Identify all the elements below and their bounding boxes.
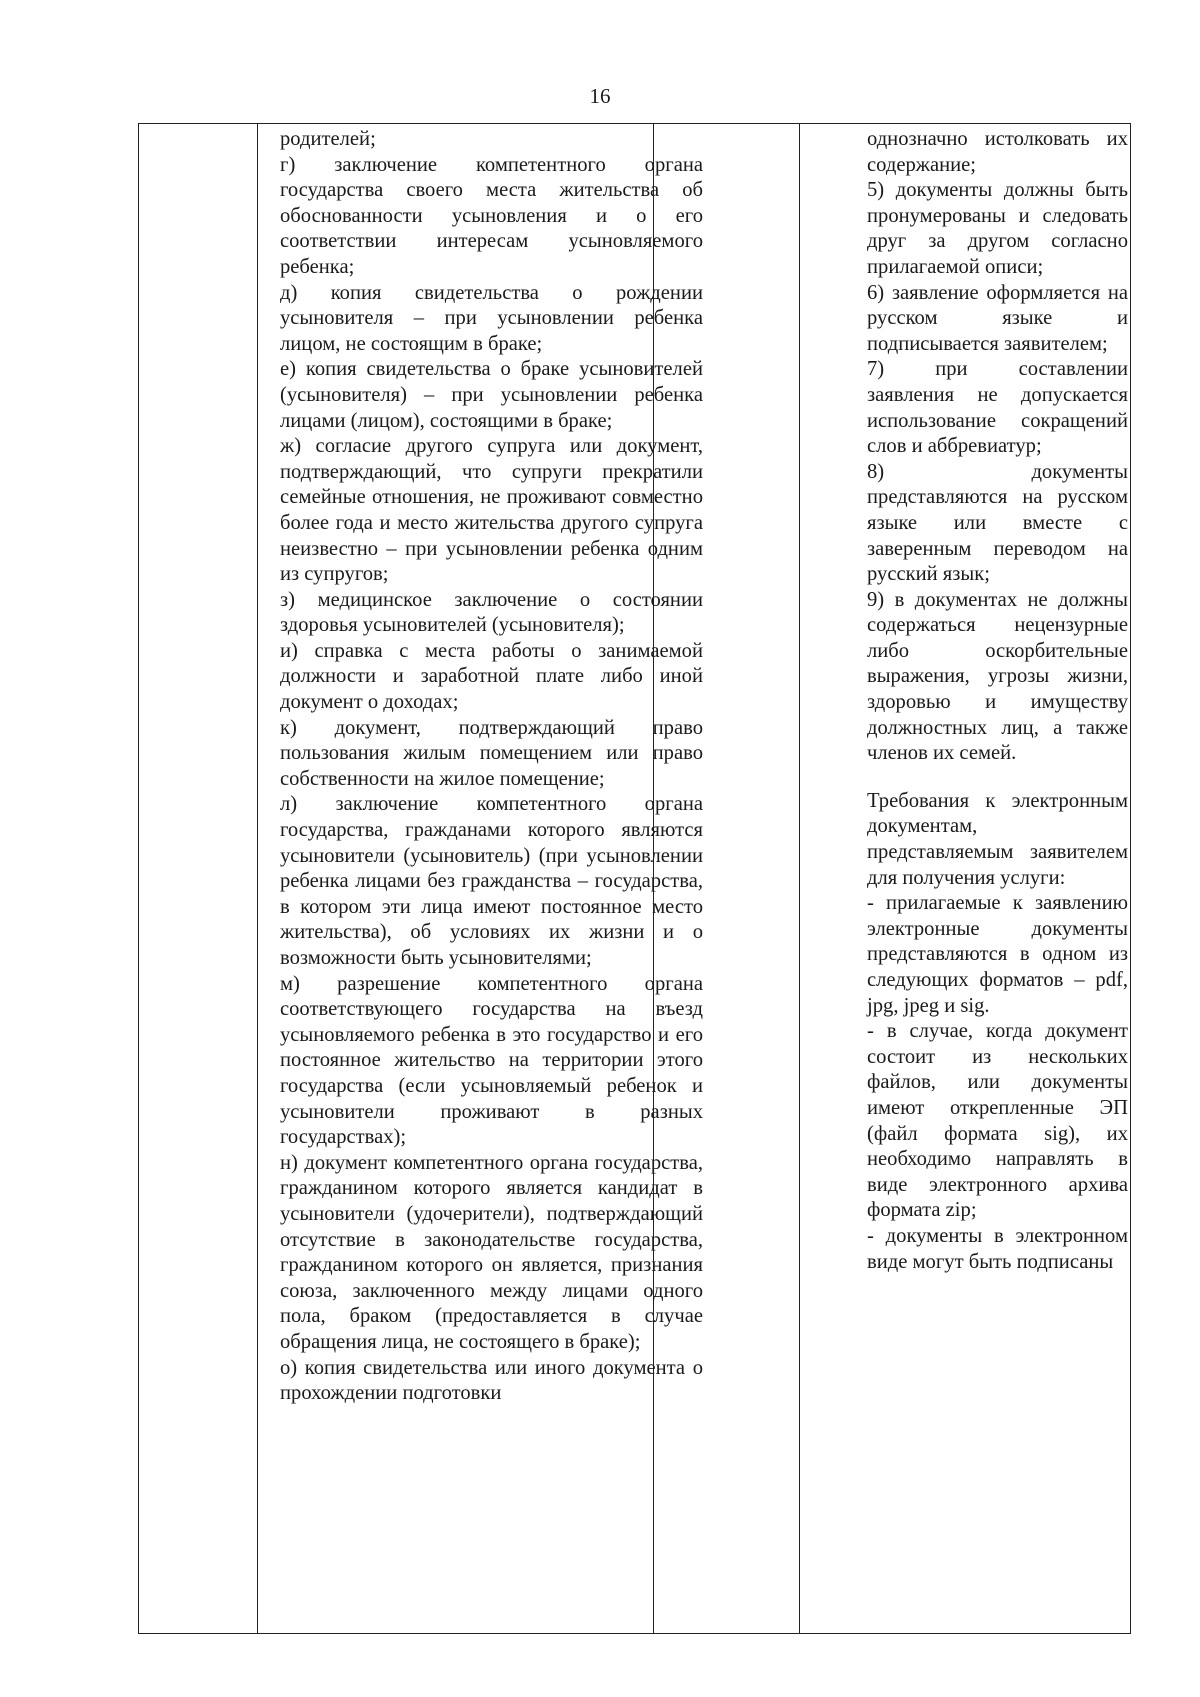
requirement-item: 8) документы представляются на русском языке или вместе с заверенным переводом на русский язык; <box>867 460 1128 586</box>
requirement-item: однозначно истолковать их содержание; <box>867 128 1128 176</box>
requirements-column <box>867 127 1128 1275</box>
list-item: о) копия свидетельства или иного документа о прохождении подготовки <box>280 1356 703 1405</box>
requirement-item: 9) в документах не должны содержаться нецензурные либо оскорбительные выражения, угрозы жизни, здоровью и имуществу должностных лиц, а также членов их семей. <box>867 588 1128 765</box>
requirement-item: 6) заявление оформляется на русском языке и подписывается заявителем; <box>867 281 1128 355</box>
list-item: н) документ компетентного органа государства, гражданином которого является кандидат в усыновители (удочерители), подтверждающий отсутствие в законодательстве государства, гражданином которого он является, признания союза, заключенного между лицами одного пола, браком (предоставляется в случае обращения лица, не состоящего в браке); <box>280 1151 703 1353</box>
requirement-item: - документы в электронном виде могут быть подписаны <box>867 1224 1128 1273</box>
column-divider <box>799 124 800 1633</box>
list-item: к) документ, подтверждающий право пользования жилым помещением или право собственности на жилое помещение; <box>280 716 703 790</box>
page-number: 16 <box>589 84 611 108</box>
list-item: г) заключение компетентного органа государства своего места жительства об обоснованности усыновления и о его соответствии интересам усыновляемого ребенка; <box>280 153 703 278</box>
requirement-item: - прилагаемые к заявлению электронные документы представляются в одном из следующих форматов – pdf, jpg, jpeg и sig. <box>867 892 1128 1017</box>
list-item: и) справка с места работы о занимаемой должности и заработной плате либо иной документ о доходах; <box>280 639 703 714</box>
requirement-item: 5) документы должны быть пронумерованы и следовать друг за другом согласно прилагаемой описи; <box>867 179 1128 278</box>
list-item: л) заключение компетентного органа государства, гражданами которого являются усыновители (усыновитель) (при усыновлении ребенка лицами без гражданства – государства, в котором эти лица имеют постоянное место жительства), об условиях их жизни и о возможности быть усыновителями; <box>280 793 703 969</box>
requirements-table <box>138 123 1131 1634</box>
electronic-requirements-heading: Требования к электронным документам, представляемым заявителем для получения услуги: <box>867 789 1128 889</box>
list-item: д) копия свидетельства о рождении усыновителя – при усыновлении ребенка лицом, не состоящим в браке; <box>280 281 703 355</box>
documents-list-column <box>280 127 703 1407</box>
list-item: ж) согласие другого супруга или документ, подтверждающий, что супруги прекратили семейные отношения, не проживают совместно более года и место жительства другого супруга неизвестно – при усыновлении ребенка одним из супругов; <box>280 435 703 586</box>
list-item: м) разрешение компетентного органа соответствующего государства на въезд усыновляемого ребенка в это государство и его постоянное жительство на территории этого государства (если усыновляемый ребенок и усыновители проживают в разных государствах); <box>280 972 703 1149</box>
column-divider <box>257 124 258 1633</box>
list-item: з) медицинское заключение о состоянии здоровья усыновителей (усыновителя); <box>280 588 703 637</box>
requirement-item: 7) при составлении заявления не допускается использование сокращений слов и аббревиатур; <box>867 358 1128 458</box>
requirement-item: - в случае, когда документ состоит из нескольких файлов, или документы имеют открепленные ЭП (файл формата sig), их необходимо направлять в виде электронного архива формата zip; <box>867 1020 1128 1222</box>
list-item: е) копия свидетельства о браке усыновителей (усыновителя) – при усыновлении ребенка лицами (лицом), состоящими в браке; <box>280 358 703 432</box>
list-item: родителей; <box>280 128 376 150</box>
